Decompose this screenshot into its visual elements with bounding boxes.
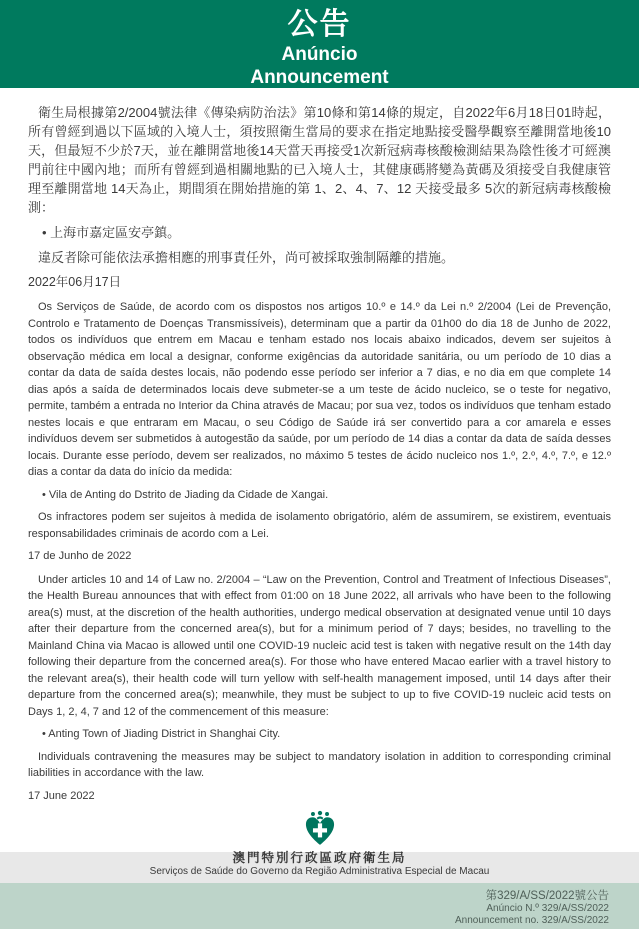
agency-name-zh: 澳門特別行政區政府衛生局 xyxy=(232,851,407,865)
reference-number-zh: 第329/A/SS/2022號公告 xyxy=(485,890,609,902)
bullet-en-area: • Anting Town of Jiading District in Shanghai City. xyxy=(42,728,281,740)
page-title-en: Announcement xyxy=(250,67,389,88)
paragraph-pt-main: Os Serviços de Saúde, de acordo com os dispostos nos artigos 10.º e 14.º da Lei n.º 2/2004 (Lei de Prevenção, Controlo e Tratamento de Doenças Transmissíveis), determinam que a partir da 01h00 do dia 18 de Junho de 2022, todos os indivíduos que entrem em Macau e tenham estado nos locais abaixo indicados, devem ser sujeitos à observação médica em local a designar, conforme exigências da autoridade sanitária, ou um período de 10 dias a contar da data de saída destes locais, não podendo esse período ser inferior a 7 dias, e no dia em que complete 14 dias após a saída de determinados locais deve submeter-se a um teste de ácido nucleico, se o teste for negativo, permite, também a entrada no Interior da China através de Macau; por sua vez, todos os indivíduos que tenham estado nestes locais e que entraram em Macau, o seu Código de Saúde irá ser convertido para a cor amarela e esses indivíduos devem ser submetidos à autogestão da saúde, por um período de 14 dias a contar da data de saída desses locais. Durante esse período, devem ser realizados, no máximo 5 testes de ácido nucleico nos 1.º, 2.º, 4.º, 7.º, e 12.º dias a contar da data do início da medida: xyxy=(28,301,611,478)
announcement-body xyxy=(0,88,639,811)
date-en: 17 June 2022 xyxy=(28,789,95,802)
agency-block xyxy=(0,811,639,883)
paragraph-en-main: Under articles 10 and 14 of Law no. 2/2004 – “Law on the Prevention, Control and Treatment of Infectious Diseases”, the Health Bureau announces that with effect from 01:00 on 18 June 2022, all arrivals who have been to the following area(s) must, at the discretion of the health authorities, undergo medical observation at designated venue until 10 days after their departure from the concerned area(s), but for a minimum period of 7 days; besides, no travelling to the Mainland China via Macao is allowed until one COVID-19 nucleic acid test is taken with negative result on the 14th day following their departure from the concerned area(s). For those who have entered Macao earlier with a travel history to the relevant area(s), their health code will turn yellow with self-health management imposed, until 14 days after their departure from the concerned area(s); meanwhile, they must be subject to up to five COVID-19 nucleic acid tests on Days 1, 2, 4, 7 and 12 of the commencement of this measure: xyxy=(28,573,611,718)
page-title-pt: Anúncio xyxy=(281,44,358,65)
reference-number-bar xyxy=(0,883,639,929)
announcement-header xyxy=(0,0,639,88)
paragraph-zh-penalty: 違反者除可能依法承擔相應的刑事責任外，尚可被採取強制隔離的措施。 xyxy=(38,250,455,265)
paragraph-zh-main: 衛生局根據第2/2004號法律《傳染病防治法》第10條和第14條的規定，自2022年6月18日01時起，所有曾經到過以下區域的入境人士，須按照衛生當局的要求在指定地點接受醫學觀察至離開當地後10天，但最短不少於7天，並在離開當地後14天當天再接受1次新冠病毒核酸檢測結果為陰性後才可經澳門前往中國內地；而所有曾經到過相關地點的已入境人士，其健康碼將變為黃碼及須接受自我健康管理至離開當地 14天為止，期間須在開始措施的第 1、2、4、7、12 天接受最多 5次的新冠病毒核酸檢測： xyxy=(28,105,611,215)
paragraph-en-penalty: Individuals contravening the measures may be subject to mandatory isolation in addition to corresponding criminal liabilities in accordance with the law. xyxy=(28,750,611,779)
date-pt: 17 de Junho de 2022 xyxy=(28,550,132,562)
paragraph-pt-penalty: Os infractores podem ser sujeitos à medida de isolamento obrigatório, além de assumirem, se existirem, eventuais responsabilidades criminais de acordo com a Lei. xyxy=(28,511,611,540)
page-title-zh: 公告 xyxy=(287,8,352,41)
health-bureau-heart-cross-icon xyxy=(305,811,335,846)
date-zh: 2022年06月17日 xyxy=(28,275,122,289)
reference-number-pt: Anúncio N.º 329/A/SS/2022 xyxy=(486,903,609,914)
agency-name-pt: Serviços de Saúde do Governo da Região Administrativa Especial de Macau xyxy=(149,866,490,877)
reference-number-en: Announcement no. 329/A/SS/2022 xyxy=(454,915,609,926)
bullet-zh-area: • 上海市嘉定區安亭鎮。 xyxy=(42,225,181,240)
bullet-pt-area: • Vila de Anting do Dstrito de Jiading da Cidade de Xangai. xyxy=(42,488,329,501)
